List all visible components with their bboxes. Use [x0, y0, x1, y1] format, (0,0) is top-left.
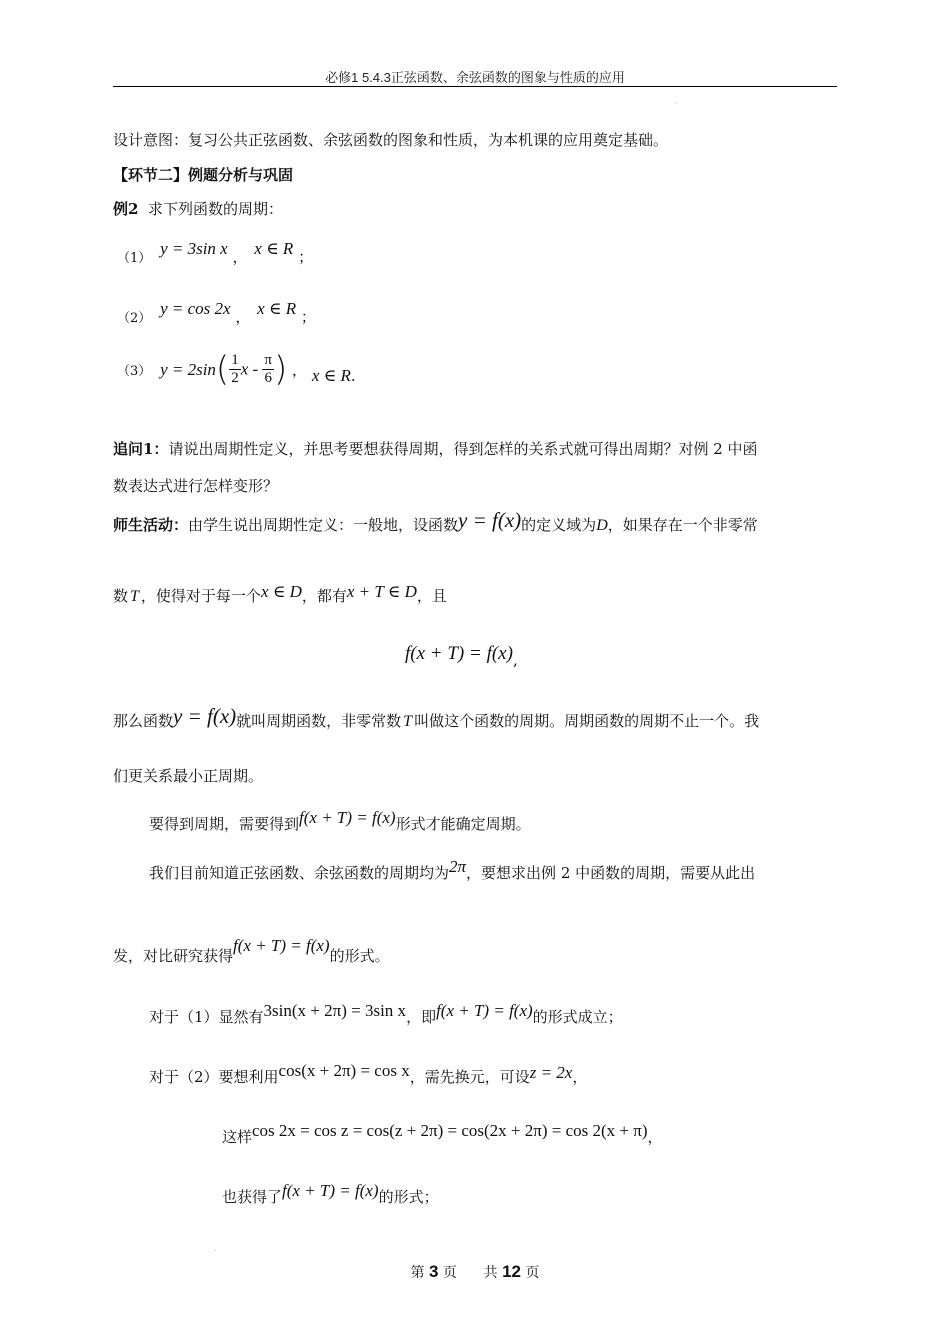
activity-label: 师生活动： [113, 516, 189, 534]
example-text: 求下列函数的周期： [147, 200, 283, 218]
para-7: 也获得了f(x + T) = f(x)的形式； [222, 1181, 439, 1206]
activity-func: y = f(x) [458, 508, 522, 532]
item-1-end: ； [298, 248, 314, 266]
page-total: 12 [502, 1262, 521, 1281]
followup-text-2: 数表达式进行怎样变形？ [113, 477, 279, 495]
para-1: 要得到周期，需要得到f(x + T) = f(x)形式才能确定周期。 [149, 808, 531, 833]
activity-line-3: 那么函数y = f(x)就叫周期函数，非零常数 T 叫做这个函数的周期。周期函数的周期不止一个。我 [113, 704, 760, 730]
example-label: 例2 [113, 200, 139, 218]
item-1-num: （1） [117, 251, 152, 266]
stray-dot-2: · [214, 1246, 217, 1255]
item-1: （1） y = 3sin x ， x ∈ R ； [117, 239, 314, 266]
item-2: （2） y = cos 2x ， x ∈ R ； [117, 299, 316, 326]
para-3: 发，对比研究获得f(x + T) = f(x)的形式。 [113, 936, 390, 965]
item-3-frac1: $\frac{1}{2}$ [231, 352, 239, 386]
activity-line-2: 数 T ，使得对于每一个x ∈ D，都有x + T ∈ D，且 [113, 582, 447, 605]
item-3-domain: x ∈ R [311, 365, 351, 385]
item-1-formula: y = 3sin x [160, 239, 228, 258]
followup-1 [113, 438, 758, 459]
item-2-domain: x ∈ R [257, 299, 297, 318]
header-rule [113, 86, 837, 87]
para-2: 我们目前知道正弦函数、余弦函数的周期均为2π，要想求出例 2 中函数的周期，需要从此出 [149, 857, 756, 882]
activity-line-4: 们更关系最小正周期。 [113, 767, 264, 785]
example-heading [113, 198, 283, 219]
para-5: 对于（2）要想利用cos(x + 2π) = cos x，需先换元，可设z = 2x， [149, 1061, 588, 1086]
item-3: （3） y = 2sin( $\frac{1}{2}$ x - $\frac{\pi}{6}$ ) ， x ∈ R. [117, 349, 356, 390]
item-3-end: . [350, 366, 356, 385]
followup-label: 追问1： [113, 440, 169, 458]
page-header: 必修1 5.4.3正弦函数、余弦函数的图象与性质的应用 [325, 70, 625, 85]
center-formula: f(x + T) = f(x), [405, 643, 518, 669]
page-number: 3 [429, 1262, 439, 1281]
section-title: 【环节二】例题分析与巩固 [113, 166, 294, 184]
para-6: 这样cos 2x = cos z = cos(z + 2π) = cos(2x + 2π) = cos 2(x + π)， [222, 1121, 663, 1146]
item-3-formula-pre: y = 2sin [160, 359, 216, 379]
item-1-domain: x ∈ R [254, 239, 294, 258]
stray-dot: · [675, 99, 678, 108]
item-3-mid: x - [240, 359, 263, 379]
item-3-frac2: $\frac{\pi}{6}$ [264, 352, 272, 386]
page-footer: 第 3 页 共 12 页 [410, 1262, 540, 1281]
para-4: 对于（1）显然有3sin(x + 2π) = 3sin x，即f(x + T) = f(x)的形式成立； [149, 1001, 623, 1026]
item-3-num: （3） [117, 364, 152, 379]
item-2-num: （2） [117, 311, 152, 326]
item-2-formula: y = cos 2x [160, 299, 231, 318]
design-intent: 设计意图：复习公共正弦函数、余弦函数的图象和性质，为本机课的应用奠定基础。 [113, 131, 669, 149]
followup-text: 请说出周期性定义，并思考要想获得周期，得到怎样的关系式就可得出周期？对例 2 中函 [168, 440, 758, 458]
activity-line-1: 师生活动：由学生说出周期性定义：一般地，设函数y = f(x)的定义域为D，如果存在一个非零常 [113, 508, 758, 534]
item-2-end: ； [300, 308, 316, 326]
